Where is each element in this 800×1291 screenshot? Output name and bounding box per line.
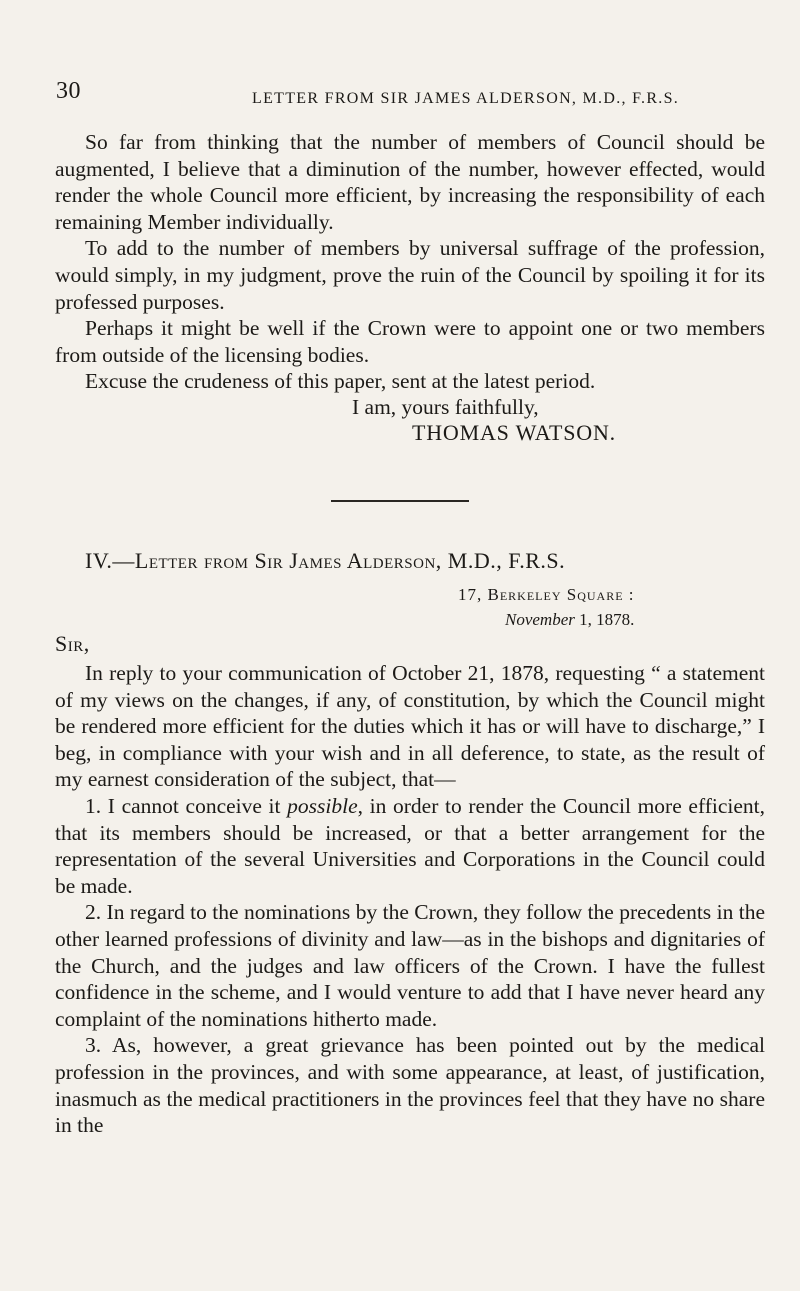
paragraph: In reply to your communication of October 21, 1878, requesting “ a statement of my views on the changes, if any, of constitution, by which the Council might be rendered more efficient for the duties which it has or will have to discharge,” I beg, in compliance with your wish and in all deference, to state, as the result of my earnest consideration of the subject, that— [55,661,765,792]
paragraph: Excuse the crudeness of this paper, sent at the latest period. [85,369,596,394]
letter-date [505,609,634,631]
page-number: 30 [56,78,81,104]
date-month: November [505,610,575,629]
paragraph-text: , in order to render the Council more efficient, that its members should be increased, or that a better arrangement for the representation of the several Universities and Corporations in the Council could be made. [55,793,765,898]
paragraph: So far from thinking that the number of members of Council should be augmented, I believe that a diminution of the number, however effected, would render the whole Council more efficient, by increasing the responsibility of each remaining Member individually. [55,130,765,234]
paragraph: 3. As, however, a great grievance has been pointed out by the medical profession in the provinces, and with some appearance, at least, of justification, inasmuch as the medical practitioners in the provinces feel that they have no share in the [55,1033,765,1138]
section-divider [331,500,469,502]
letter-address: 17, Berkeley Square : [458,585,635,604]
paragraph: Perhaps it might be well if the Crown were to appoint one or two members from outside of the licensing bodies. [55,316,765,367]
letter-two-body [55,660,765,1139]
paragraph: 2. In regard to the nominations by the Crown, they follow the precedents in the other learned professions of divinity and law—as in the bishops and dignitaries of the Church, and the judges and law officers of the Crown. I have the fullest confidence in the scheme, and I would venture to add that I have never heard any complaint of the nominations hitherto made. [55,900,765,1031]
emphasis: possible [287,793,358,818]
date-day-year: 1, 1878. [574,610,635,629]
running-head: LETTER FROM SIR JAMES ALDERSON, M.D., F.R.S. [252,90,680,107]
letter-one-body [55,129,765,395]
paragraph [55,793,765,899]
signature: THOMAS WATSON. [412,420,616,445]
salutation: Sir, [55,631,90,656]
letter-closing: I am, yours faithfully, [352,395,539,419]
paragraph: To add to the number of members by universal suffrage of the profession, would simply, in my judgment, prove the ruin of the Council by spoiling it for its professed purposes. [55,236,765,314]
section-heading: IV.—Letter from Sir James Alderson, M.D., F.R.S. [85,548,566,573]
paragraph-text: 1. I cannot conceive it [85,793,288,818]
